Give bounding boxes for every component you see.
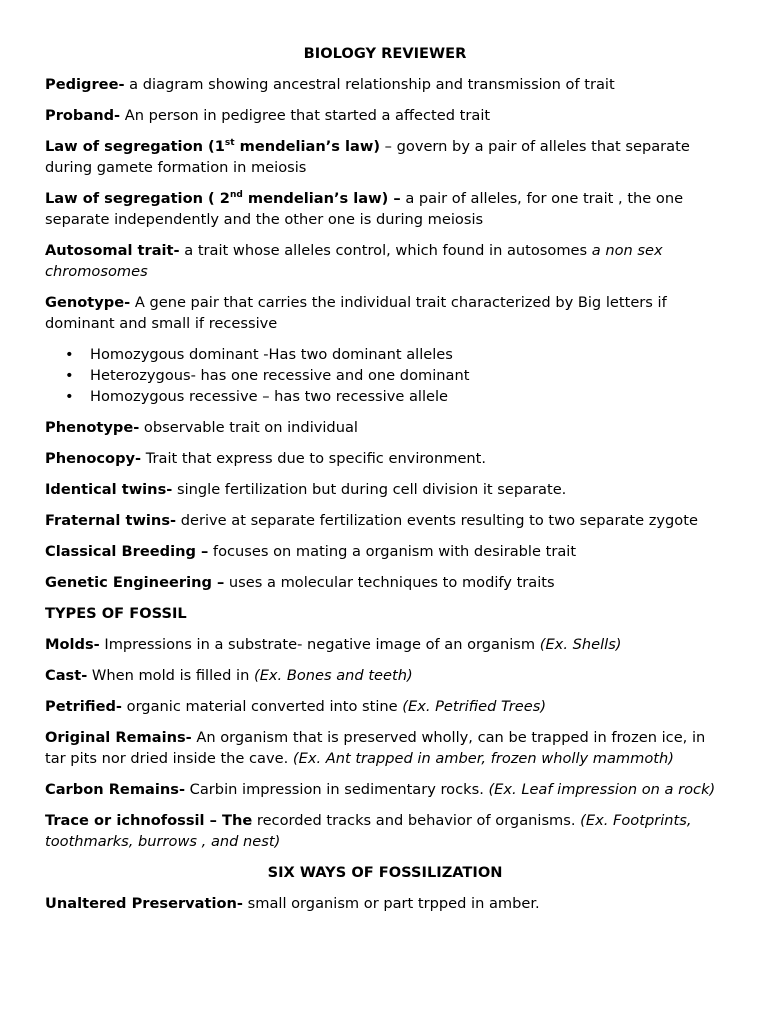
term: Classical Breeding – <box>45 543 209 560</box>
term-part: Law of segregation (1 <box>45 138 225 155</box>
definition-law-of-segregation-2 <box>45 188 725 230</box>
definition-genotype <box>45 292 725 334</box>
term: Original Remains- <box>45 729 192 746</box>
definition: An organism that is preserved wholly, can be trapped in frozen ice, in tar pits nor dried inside the cave. <box>45 729 706 767</box>
definition: single fertilization but during cell division it separate. <box>172 481 567 498</box>
term: Pedigree- <box>45 76 125 93</box>
section-heading-types-of-fossil: TYPES OF FOSSIL <box>45 605 187 622</box>
term-part: Law of segregation ( 2 <box>45 190 230 207</box>
term-part: mendelian’s law) – <box>242 190 401 207</box>
definition-identical-twins <box>45 479 725 500</box>
definition-proband <box>45 105 725 126</box>
definition: observable trait on individual <box>139 419 358 436</box>
section-heading-six-ways-of-fossilization: SIX WAYS OF FOSSILIZATION <box>267 864 503 881</box>
term: Fraternal twins- <box>45 512 177 529</box>
term: Phenocopy- <box>45 450 142 467</box>
definition-original-remains <box>45 727 725 769</box>
document-title: BIOLOGY REVIEWER <box>303 45 467 62</box>
definition: A gene pair that carries the individual trait characterized by Big letters if dominant and small if recessive <box>45 294 667 332</box>
example: (Ex. Bones and teeth) <box>254 667 413 684</box>
term: Cast- <box>45 667 88 684</box>
term: Autosomal trait- <box>45 242 180 259</box>
definition-phenocopy <box>45 448 725 469</box>
list-item <box>45 344 725 365</box>
definition-petrified <box>45 696 725 717</box>
term: Genetic Engineering – <box>45 574 225 591</box>
definition: recorded tracks and behavior of organisms. <box>252 812 581 829</box>
ordinal-superscript: nd <box>229 190 243 200</box>
term: Identical twins- <box>45 481 173 498</box>
term-part: mendelian’s law) <box>234 138 381 155</box>
genotype-bullet-list <box>45 344 725 407</box>
bullet-icon: • <box>65 388 74 405</box>
example: (Ex. Leaf impression on a rock) <box>488 781 716 798</box>
example: (Ex. Ant trapped in amber, frozen wholly mammoth) <box>292 750 674 767</box>
definition: organic material converted into stine <box>122 698 403 715</box>
term: Unaltered Preservation- <box>45 895 243 912</box>
definition: derive at separate fertilization events resulting to two separate zygote <box>176 512 698 529</box>
list-item <box>45 386 725 407</box>
term <box>45 190 401 207</box>
list-item <box>45 365 725 386</box>
definition-cast <box>45 665 725 686</box>
definition-fraternal-twins <box>45 510 725 531</box>
bullet-icon: • <box>65 346 74 363</box>
example: a non sex chromosomes <box>45 242 663 280</box>
term: Petrified- <box>45 698 122 715</box>
definition-genetic-engineering <box>45 572 725 593</box>
term: Phenotype- <box>45 419 140 436</box>
ordinal-superscript: st <box>224 138 235 148</box>
definition: Trait that express due to specific environment. <box>141 450 487 467</box>
definition-carbon-remains <box>45 779 725 800</box>
definition: – govern by a pair of alleles that separate during gamete formation in meiosis <box>45 138 690 176</box>
definition: An person in pedigree that started a affected trait <box>120 107 491 124</box>
example: (Ex. Footprints, toothmarks, burrows , and nest) <box>45 812 692 850</box>
term: Carbon Remains- <box>45 781 186 798</box>
definition: Impressions in a substrate- negative image of an organism <box>99 636 540 653</box>
definition-molds <box>45 634 725 655</box>
definition-pedigree <box>45 74 725 95</box>
definition: a diagram showing ancestral relationship and transmission of trait <box>124 76 615 93</box>
definition-phenotype <box>45 417 725 438</box>
list-item-text: Homozygous recessive – has two recessive allele <box>90 388 449 405</box>
definition: focuses on mating a organism with desirable trait <box>208 543 577 560</box>
term: Proband- <box>45 107 121 124</box>
definition: uses a molecular techniques to modify traits <box>224 574 555 591</box>
term <box>45 138 380 155</box>
bullet-icon: • <box>65 367 74 384</box>
definition-trace-fossil <box>45 810 725 852</box>
list-item-text: Heterozygous- has one recessive and one dominant <box>90 367 470 384</box>
definition: small organism or part trpped in amber. <box>242 895 540 912</box>
document-page <box>45 43 725 924</box>
term: Trace or ichnofossil – The <box>45 812 253 829</box>
list-item-text: Homozygous dominant -Has two dominant alleles <box>90 346 453 363</box>
definition-law-of-segregation-1 <box>45 136 725 178</box>
definition: a trait whose alleles control, which found in autosomes <box>179 242 592 259</box>
definition-autosomal-trait <box>45 240 725 282</box>
definition: Carbin impression in sedimentary rocks. <box>185 781 489 798</box>
definition: When mold is filled in <box>87 667 254 684</box>
example: (Ex. Petrified Trees) <box>402 698 547 715</box>
definition-unaltered-preservation <box>45 893 725 914</box>
term: Genotype- <box>45 294 131 311</box>
definition: a pair of alleles, for one trait , the one separate independently and the other one is during meiosis <box>45 190 684 228</box>
term: Molds- <box>45 636 100 653</box>
definition-classical-breeding <box>45 541 725 562</box>
example: (Ex. Shells) <box>539 636 622 653</box>
